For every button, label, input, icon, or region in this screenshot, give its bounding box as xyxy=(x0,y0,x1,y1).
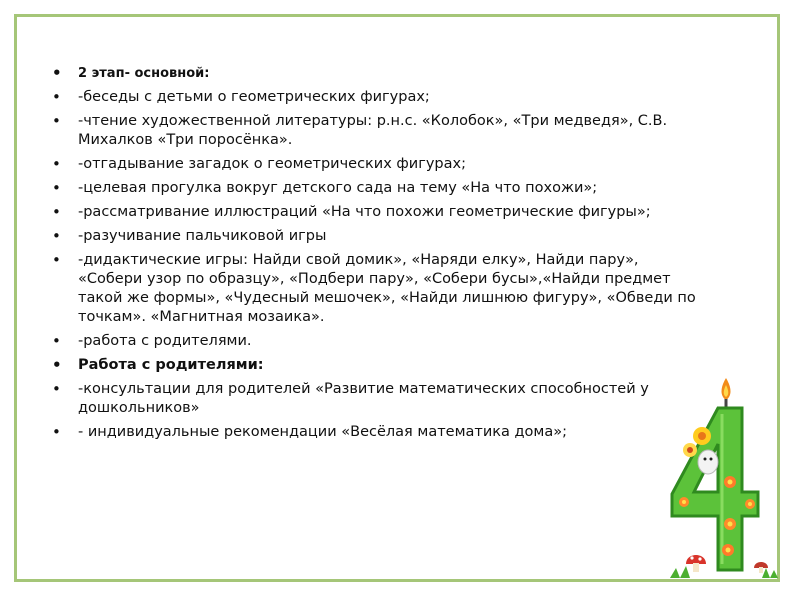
bullet-item: • -консультации для родителей «Развитие математических способностей у дошкольников» xyxy=(50,380,700,418)
bullet-item: • -отгадывание загадок о геометрических фигурах; xyxy=(50,155,700,174)
green-number-four-candle-icon xyxy=(662,374,780,584)
bullet-item: • -чтение художественной литературы: р.н.с. «Колобок», «Три медведя», С.В. Михалков «Три поросёнка». xyxy=(50,112,700,150)
bullet-item: • - индивидуальные рекомендации «Весёлая математика дома»; xyxy=(50,423,700,442)
bullet-item: • Работа с родителями: xyxy=(50,356,700,375)
bullet-item: • -целевая прогулка вокруг детского сада на тему «На что похожи»; xyxy=(50,179,700,198)
bullet-item: • -разучивание пальчиковой игры xyxy=(50,227,700,246)
bullet-item: • -рассматривание иллюстраций «На что похожи геометрические фигуры»; xyxy=(50,203,700,222)
bullet-item: • 2 этап- основной: xyxy=(50,64,700,83)
bullet-item: • -беседы с детьми о геометрических фигурах; xyxy=(50,88,700,107)
bullet-item: • -работа с родителями. xyxy=(50,332,700,351)
bullet-item: • -дидактические игры: Найди свой домик», «Наряди елку», Найди пару», «Собери узор по образцу», «Подбери пару», «Собери бусы»,«Найди предмет такой же формы», «Чудесный мешочек», «Найди лишнюю фигуру», «Обведи по точкам». «Магнитная мозаика». xyxy=(50,251,700,327)
bullet-list xyxy=(50,64,700,447)
